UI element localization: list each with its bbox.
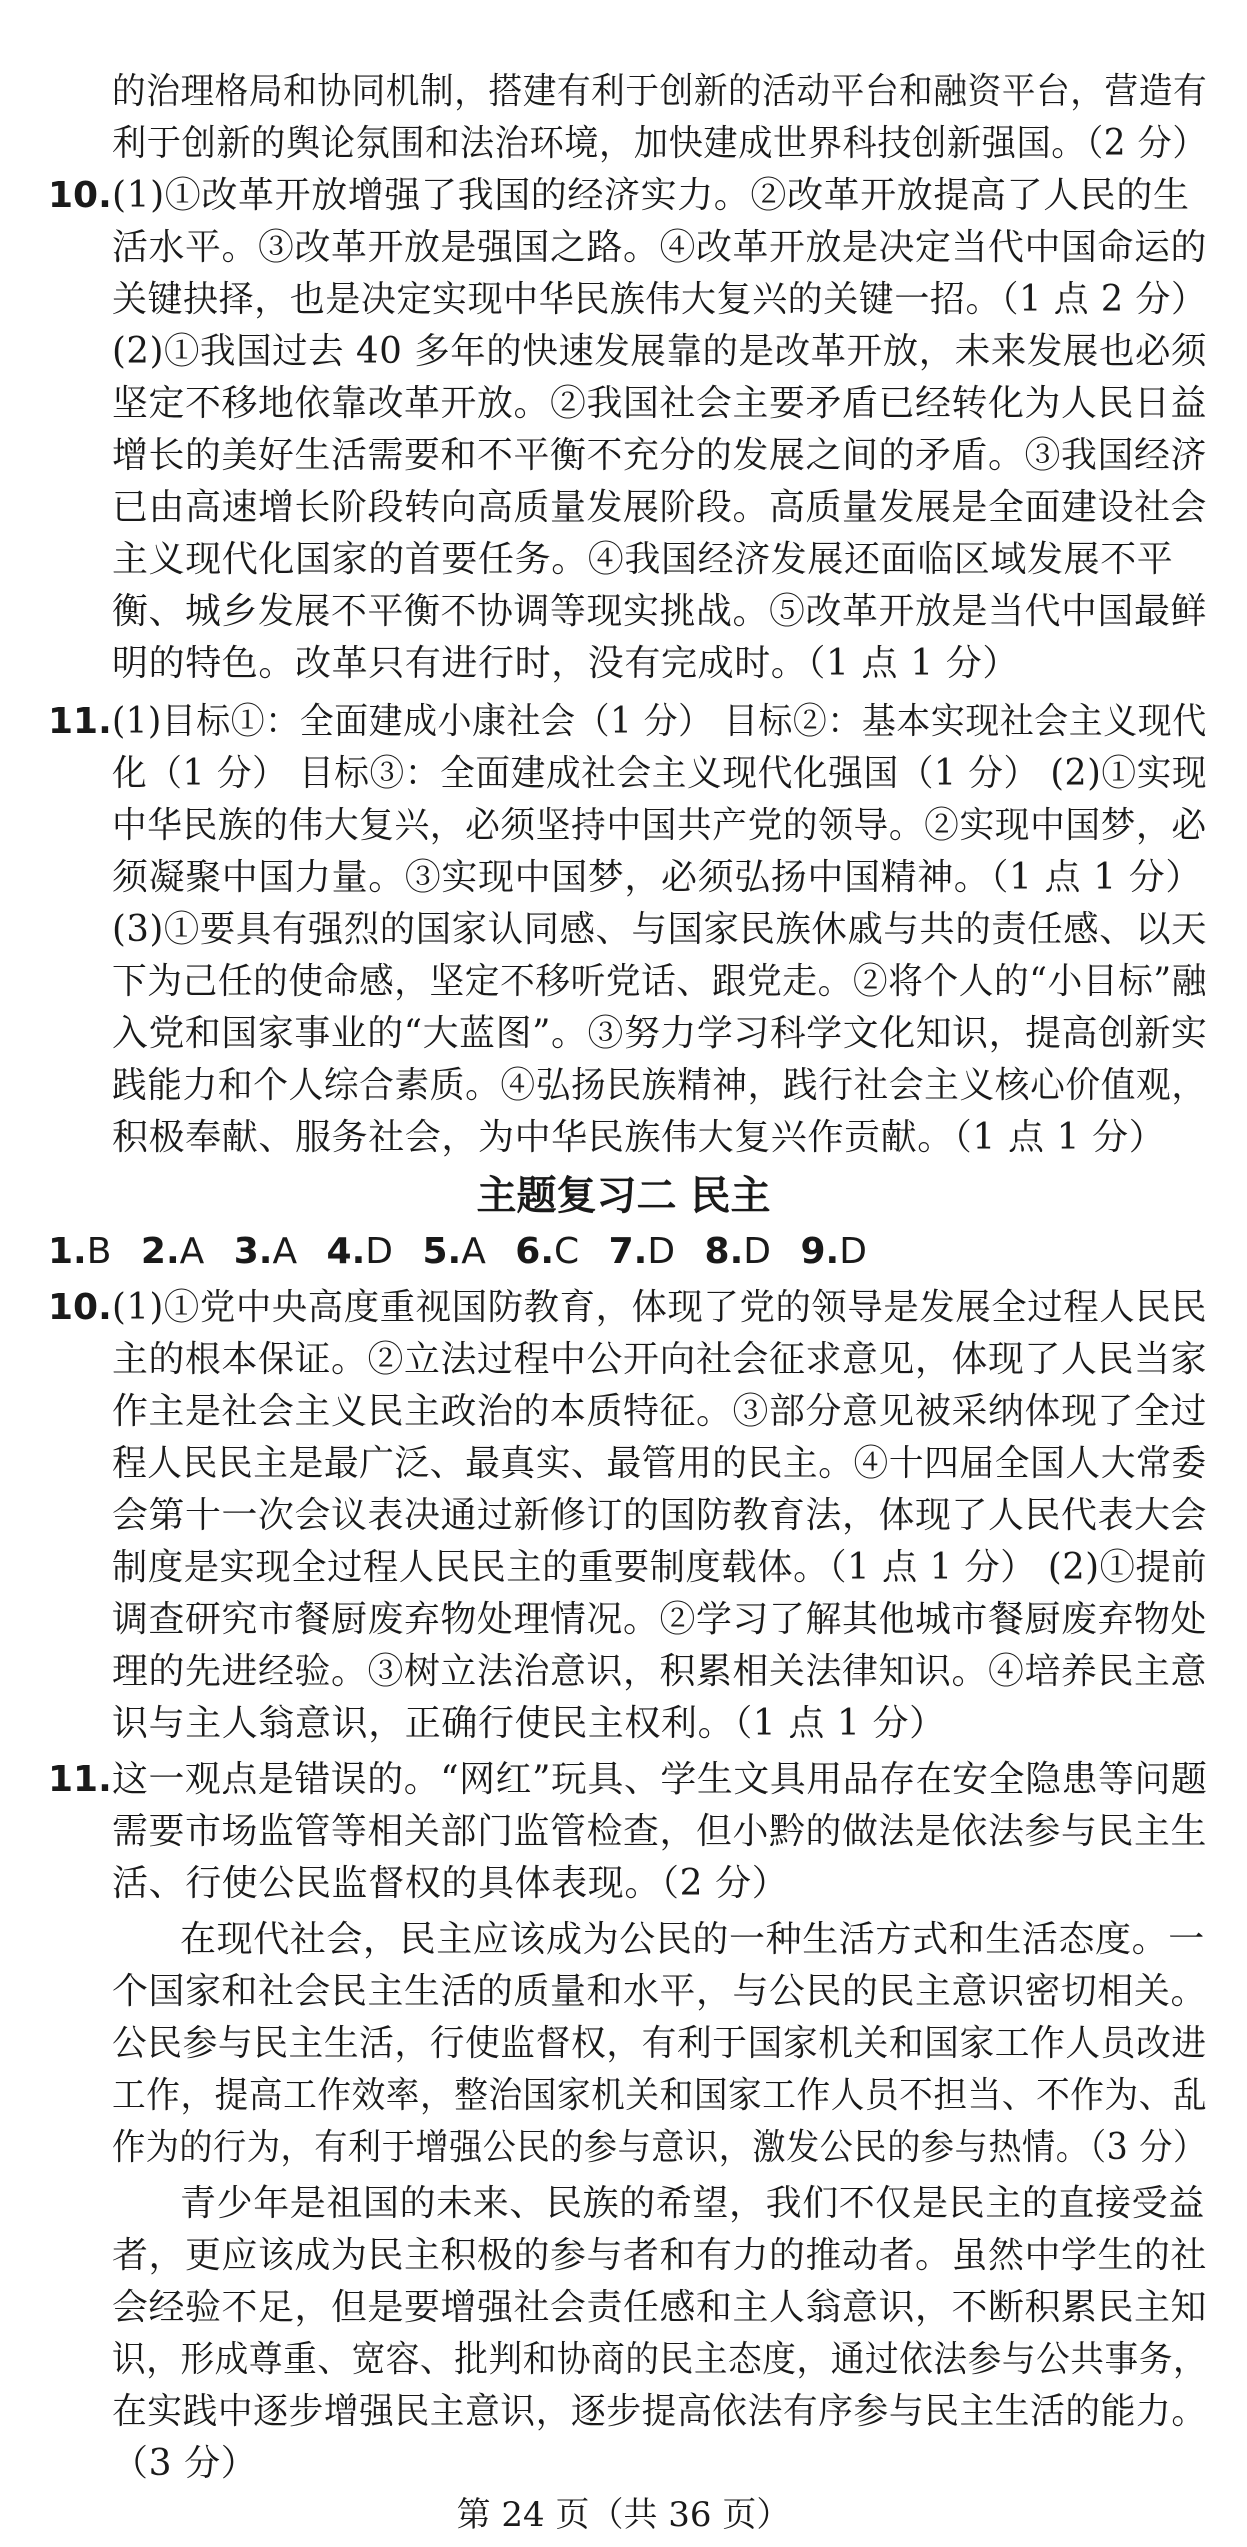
choice-answer: 6.C xyxy=(515,1231,580,1272)
choice-answer: 4.D xyxy=(326,1231,394,1272)
choice-answer: 7.D xyxy=(608,1231,676,1272)
choice-answer: 5.A xyxy=(422,1231,486,1272)
choice-answer: 9.D xyxy=(800,1231,867,1272)
choice-answer: 2.A xyxy=(140,1231,205,1272)
choice-answer: 3.A xyxy=(233,1231,298,1272)
choice-answers xyxy=(48,1226,885,1278)
question-number: 11. xyxy=(48,701,112,742)
choice-answer: 1.B xyxy=(48,1231,112,1272)
question-number: 10. xyxy=(48,1287,112,1328)
choice-answer: 8.D xyxy=(704,1231,772,1272)
question-number: 10. xyxy=(48,175,112,216)
page-footer: 第 24 页（共 36 页） xyxy=(456,2495,791,2535)
section-title: 主题复习二 民主 xyxy=(476,1173,771,1219)
answer-page: 的治理格局和协同机制，搭建有利于创新的活动平台和融资平台，营造有 利于创新的舆论氛围和法治环境，加快建成世界科技创新强国。（2 分） 10. (1)①改革开放增强了我国的经济实力。②改革开放提高了人民的生 活水平。③改革开放是强国之路。④改革开放是决定当代中国命运的 关键抉择，也是决定实现中华民族伟大复兴的关键一招。（1 点 2 分） (2)①我国过去 40 多年的快速发展靠的是改革开放，未来发展也必须 坚定不移地依靠改革开放。②我国社会主要矛盾已经转化为人民日益 增长的美好生活需要和不平衡不充分的发展之间的矛盾。③我国经济 已由高速增长阶段转向高质量发展阶段。高质量发展是全面建设社会 主义现代化国家的首要任务。④我国经济发展还面临区域发展不平 衡、城乡发展不平衡不协调等现实挑战。⑤改革开放是当代中国最鲜 明的特色。改革只有进行时，没有完成时。（1 点 1 分） 11. (1)目标①：全面建成小康社会（1 分） 目标②：基本实现社会主义现代 化（1 分） 目标③：全面建成社会主义现代化强国（1 分） (2)①实现 中华民族的伟大复兴，必须坚持中国共产党的领导。②实现中国梦，必 须凝聚中国力量。③实现中国梦，必须弘扬中国精神。（1 点 1 分） (3)①要具有强烈的国家认同感、与国家民族休戚与共的责任感、以天 下为己任的使命感，坚定不移听党话、跟党走。②将个人的“小目标”融 入党和国家事业的“大蓝图”。③努力学习科学文化知识，提高创新实 践能力和个人综合素质。④弘扬民族精神，践行社会主义核心价值观， 积极奉献、服务社会，为中华民族伟大复兴作贡献。（1 点 1 分） 主题复习二 民主 1.B 2.A 3.A 4.D 5.A 6.C 7.D 8.D 9.D 10. (1)①党中央高度重视国防教育，体现了党的领导是发展全过程人民民 主的根本保证。②立法过程中公开向社会征求意见，体现了人民当家 作主是社会主义民主政治的本质特征。③部分意见被采纳体现了全过 程人民民主是最广泛、最真实、最管用的民主。④十四届全国人大常委 会第十一次会议表决通过新修订的国防教育法，体现了人民代表大会 制度是实现全过程人民民主的重要制度载体。（1 点 1 分） (2)①提前 调查研究市餐厨废弃物处理情况。②学习了解其他城市餐厨废弃物处 理的先进经验。③树立法治意识，积累相关法律知识。④培养民主意 识与主人翁意识，正确行使民主权利。（1 点 1 分） 11. 这一观点是错误的。“网红”玩具、学生文具用品存在安全隐患等问题 需要市场监管等相关部门监管检查，但小黔的做法是依法参与民主生 活、行使公民监督权的具体表现。（2 分） 在现代社会，民主应该成为公民的一种生活方式和生活态度。一 个国家和社会民主生活的质量和水平，与公民的民主意识密切相关。 公民参与民主生活，行使监督权，有利于国家机关和国家工作人员改进 工作，提高工作效率，整治国家机关和国家工作人员不担当、不作为、乱 作为的行为，有利于增强公民的参与意识，激发公民的参与热情。（3 分） 青少年是祖国的未来、民族的希望，我们不仅是民主的直接受益 者，更应该成为民主积极的参与者和有力的推动者。虽然中学生的社 会经验不足，但是要增强社会责任感和主人翁意识，不断积累民主知 识，形成尊重、宽容、批判和协商的民主态度，通过依法参与公共事务， 在实践中逐步增强民主意识，逐步提高依法有序参与民主生活的能力。 （3 分） 第 24 页（共 36 页） xyxy=(0,0,1247,2547)
question-number: 11. xyxy=(48,1759,112,1800)
